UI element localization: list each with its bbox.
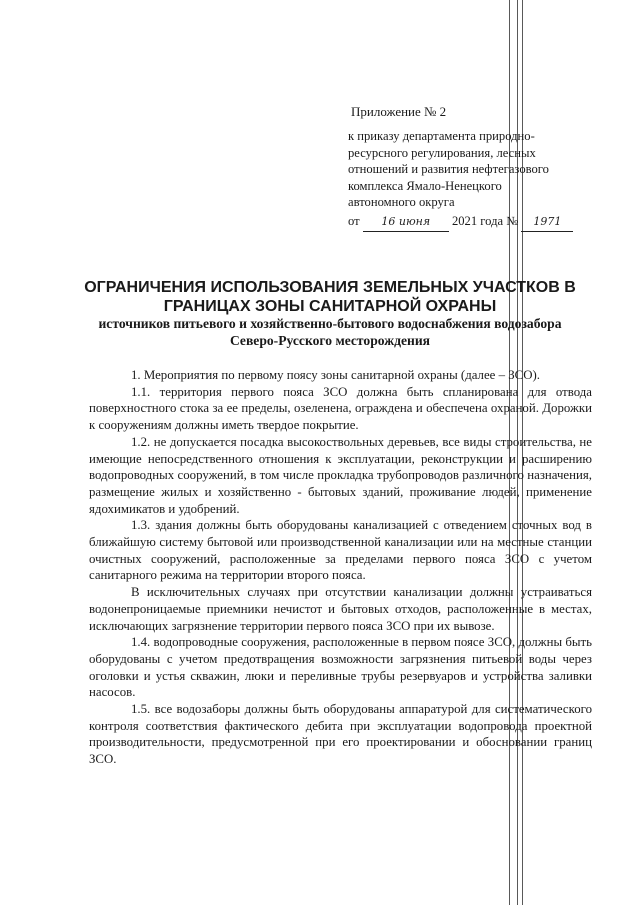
document-title [60, 278, 600, 349]
handwritten-date: 16 июня [363, 214, 449, 231]
handwritten-order-number: 1971 [521, 214, 573, 231]
paragraph: 1.1. территория первого пояса ЗСО должна быть спланирована для отвода поверхностного стока за ее пределы, озеленена, ограждена и обеспечена охраной. Дорожки к сооружениям должны иметь твердое покрытие. [89, 384, 592, 433]
paragraph: 1.2. не допускается посадка высокоствольных деревьев, все виды строительства, не имеющие непосредственного отношения к эксплуатации, реконструкции и расширению водопроводных сооружений, в том числе прокладка трубопроводов различного назначения, размещение жилых и хозяйственно - бытовых зданий, проживание людей, применение ядохимикатов и удобрений. [89, 434, 592, 516]
subtitle-line-1: источников питьевого и хозяйственно-бытового водоснабжения водозабора [98, 316, 562, 331]
date-prefix: от [348, 214, 360, 229]
title-line-2: ГРАНИЦАХ ЗОНЫ САНИТАРНОЙ ОХРАНЫ [163, 298, 497, 315]
title-line-1: ОГРАНИЧЕНИЯ ИСПОЛЬЗОВАНИЯ ЗЕМЕЛЬНЫХ УЧАСТКОВ В [84, 279, 576, 296]
year-text: 2021 года № [451, 214, 519, 229]
appendix-block [348, 104, 588, 232]
appendix-line: к приказу департамента природно- [348, 129, 535, 144]
order-date-line [348, 213, 588, 231]
document-body [89, 367, 592, 768]
paragraph: 1.5. все водозаборы должны быть оборудованы аппаратурой для систематического контроля соответствия фактического дебита при эксплуатации водопровода проектной производительности, предусмотренной при его проектировании и обосновании границ ЗСО. [89, 702, 592, 767]
appendix-line: отношений и развития нефтегазового [348, 162, 549, 177]
appendix-title: Приложение № 2 [351, 104, 447, 119]
subtitle-line-2: Северо-Русского месторождения [229, 332, 431, 348]
appendix-line: автономного округа [348, 195, 455, 210]
appendix-line: ресурсного регулирования, лесных [348, 145, 536, 160]
paragraph: 1.3. здания должны быть оборудованы канализацией с отведением сточных вод в ближайшую систему бытовой или производственной канализации или на местные станции очистных сооружений, расположенные за пределами первого пояса ЗСО с учетом санитарного режима на территории второго пояса. [89, 518, 592, 583]
paragraph: В исключительных случаях при отсутствии канализации должны устраиваться водонепроницаемые приемники нечистот и бытовых отходов, расположенные в местах, исключающих загрязнение территории первого пояса ЗСО при их вывозе. [89, 585, 592, 633]
appendix-line: комплекса Ямало-Ненецкого [348, 178, 502, 193]
paragraph: 1. Мероприятия по первому поясу зоны санитарной охраны (далее – ЗСО). [131, 368, 540, 382]
paragraph: 1.4. водопроводные сооружения, расположенные в первом поясе ЗСО, должны быть оборудованы с учетом предотвращения возможности загрязнения питьевой воды через оголовки и устья скважин, люки и переливные трубы резервуаров и устройства заливки насосов. [89, 635, 592, 700]
